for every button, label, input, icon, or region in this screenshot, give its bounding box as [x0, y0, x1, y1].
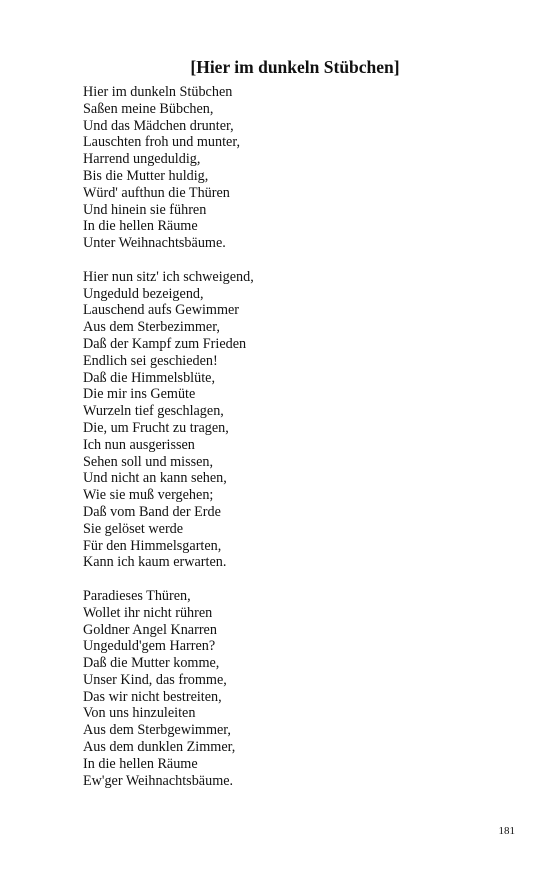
poem-line: Daß die Himmelsblüte, — [83, 369, 215, 386]
poem-line: Daß die Mutter komme, — [83, 655, 220, 672]
poem-line: Lauschend aufs Gewimmer — [83, 302, 240, 319]
poem-line: Sehen soll und missen, — [83, 453, 214, 470]
stanza-3 — [83, 588, 503, 790]
poem-line: Hier im dunkeln Stübchen — [83, 84, 233, 100]
poem-line: Kann ich kaum erwarten. — [83, 554, 227, 571]
poem-line: In die hellen Räume — [83, 755, 198, 772]
poem-line: Würd' aufthun die Thüren — [83, 184, 230, 201]
poem-line: Unter Weihnachtsbäume. — [83, 235, 226, 252]
poem-line: Aus dem Sterbezimmer, — [83, 319, 220, 336]
poem-line: Lauschten froh und munter, — [83, 134, 241, 151]
page-number: 181 — [498, 825, 515, 837]
poem-line: Bis die Mutter huldig, — [83, 167, 209, 184]
poem-line: Endlich sei geschieden! — [83, 352, 218, 369]
poem-body — [83, 84, 503, 806]
poem-line: Saßen meine Bübchen, — [83, 100, 214, 117]
poem-line: Und nicht an kann sehen, — [83, 470, 227, 487]
poem-line: Goldner Angel Knarren — [83, 621, 217, 638]
poem-line: Harrend ungeduldig, — [83, 151, 201, 168]
poem-line: Ich nun ausgerissen — [83, 436, 195, 453]
stanza-1 — [83, 84, 503, 252]
poem-line: In die hellen Räume — [83, 218, 198, 235]
poem-line: Hier nun sitz' ich schweigend, — [83, 268, 254, 285]
poem-line: Wurzeln tief geschlagen, — [83, 403, 224, 420]
poem-line: Für den Himmelsgarten, — [83, 537, 222, 554]
poem-line: Die mir ins Gemüte — [83, 386, 196, 403]
poem-line: Wollet ihr nicht rühren — [83, 604, 213, 621]
poem-line: Aus dem dunklen Zimmer, — [83, 739, 236, 756]
poem-line: Das wir nicht bestreiten, — [83, 688, 222, 705]
poem-line: Wie sie muß vergehen; — [83, 487, 214, 504]
poem-line: Ungeduld'gem Harren? — [83, 638, 216, 655]
poem-line: Ew'ger Weihnachtsbäume. — [83, 772, 234, 789]
poem-line: Paradieses Thüren, — [83, 587, 191, 604]
poem-title: [Hier im dunkeln Stübchen] — [190, 57, 400, 77]
poem-line: Und hinein sie führen — [83, 201, 207, 218]
poem-line: Und das Mädchen drunter, — [83, 117, 234, 134]
poem-line: Aus dem Sterbgewimmer, — [83, 722, 231, 739]
poem-line: Von uns hinzuleiten — [83, 705, 196, 722]
poem-line: Sie gelöset werde — [83, 520, 184, 537]
stanza-2 — [83, 269, 503, 571]
poem-line: Daß vom Band der Erde — [83, 503, 221, 520]
poem-line: Unser Kind, das fromme, — [83, 671, 227, 688]
poem-line: Die, um Frucht zu tragen, — [83, 419, 229, 436]
poem-line: Ungeduld bezeigend, — [83, 285, 204, 302]
poem-line: Daß der Kampf zum Frieden — [83, 335, 247, 352]
